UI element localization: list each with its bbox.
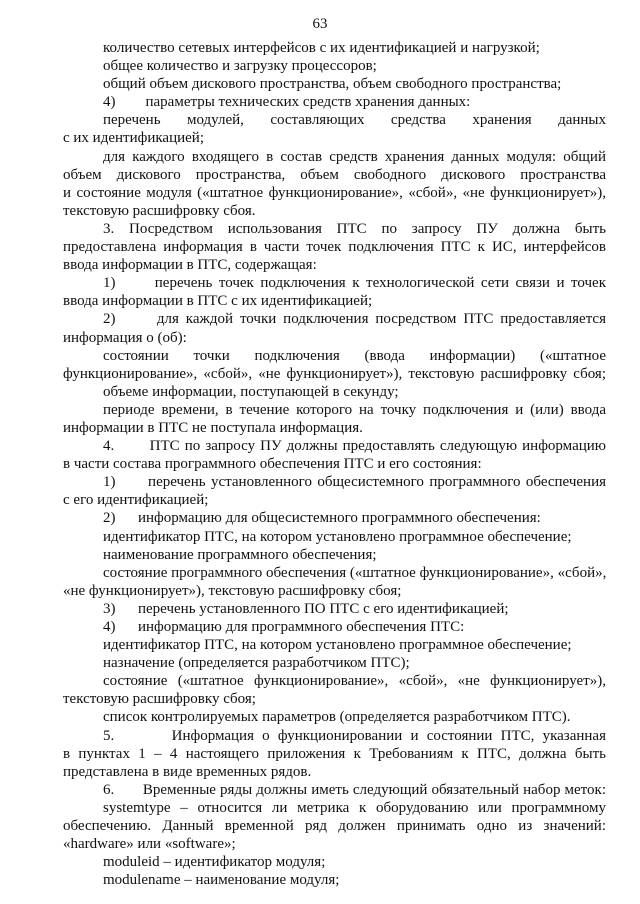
text-line: «hardware» или «software»; xyxy=(63,836,236,853)
text-line: ввода информации в ПТС с их идентификацией; xyxy=(63,293,373,310)
text-line: текстовую расшифровку сбоя. xyxy=(63,202,256,219)
text-line: информации в ПТС не поступала информация. xyxy=(63,419,363,436)
text-line: modulename – наименование модуля; xyxy=(103,872,340,889)
text-line: 4) параметры технических средств хранения данных: xyxy=(103,94,471,111)
text-line: для каждого входящего в состав средств хранения данных модуля: общий xyxy=(103,148,606,165)
text-line: moduleid – идентификатор модуля; xyxy=(103,854,326,871)
document-body xyxy=(63,39,606,889)
text-line: назначение (определяется разработчиком ПТС); xyxy=(103,655,410,672)
text-line: перечень модулей, составляющих средства хранения данных xyxy=(103,112,606,129)
text-line: 3) перечень установленного ПО ПТС с его идентификацией; xyxy=(103,600,509,617)
text-line: обеспечению. Данный временной ряд должен принимать одно из значений: xyxy=(63,818,606,835)
text-line: информация о (об): xyxy=(63,329,187,346)
text-line: идентификатор ПТС, на котором установлено программное обеспечение; xyxy=(103,637,572,654)
text-line: количество сетевых интерфейсов с их идентификацией и нагрузкой; xyxy=(103,40,540,56)
text-line: с их идентификацией; xyxy=(63,130,204,147)
text-line: 6. Временные ряды должны иметь следующий обязательный набор меток: xyxy=(103,781,606,798)
text-line: ввода информации в ПТС, содержащая: xyxy=(63,257,317,274)
text-line: список контролируемых параметров (определяется разработчиком ПТС). xyxy=(103,709,571,726)
text-line: в части состава программного обеспечения ПТС и его состояния: xyxy=(63,456,482,473)
text-line: с его идентификацией; xyxy=(63,492,209,509)
text-line: общий объем дискового пространства, объем свободного пространства; xyxy=(103,76,562,93)
text-line: состояние программного обеспечения («штатное функционирование», «сбой», xyxy=(103,564,607,581)
text-line: представлена в виде временных рядов. xyxy=(63,763,312,780)
text-line: объем дискового пространства, объем свободного дискового пространства xyxy=(63,166,606,183)
text-line: состояние («штатное функционирование», «сбой», «не функционирует»), xyxy=(103,673,606,690)
text-line: 2) для каждой точки подключения посредством ПТС предоставляется xyxy=(103,311,606,328)
text-line: наименование программного обеспечения; xyxy=(103,546,377,563)
text-line: функционирование», «сбой», «не функционирует»), текстовую расшифровку сбоя; xyxy=(63,365,606,382)
text-line: текстовую расшифровку сбоя; xyxy=(63,691,256,708)
text-line: в пунктах 1 – 4 настоящего приложения к Требованиям к ПТС, должна быть xyxy=(63,745,606,762)
text-line: «не функционирует»), текстовую расшифровку сбоя; xyxy=(63,582,402,599)
page-number: 63 xyxy=(312,16,328,32)
text-line: 5. Информация о функционировании и состоянии ПТС, указанная xyxy=(103,727,606,744)
text-line: состоянии точки подключения (ввода информации) («штатное xyxy=(103,347,606,364)
text-line: 4. ПТС по запросу ПУ должны предоставлять следующую информацию xyxy=(103,438,606,455)
text-line: 3. Посредством использования ПТС по запросу ПУ должна быть xyxy=(103,220,606,237)
text-line: предоставлена информация в части точек подключения ПТС к ИС, интерфейсов xyxy=(63,239,606,256)
text-line: объеме информации, поступающей в секунду; xyxy=(103,383,399,400)
text-line: 2) информацию для общесистемного программного обеспечения: xyxy=(103,510,541,527)
text-line: 1) перечень установленного общесистемного программного обеспечения xyxy=(103,474,606,491)
text-line: идентификатор ПТС, на котором установлено программное обеспечение; xyxy=(103,528,572,545)
text-line: общее количество и загрузку процессоров; xyxy=(103,58,377,75)
text-line: 1) перечень точек подключения к технологической сети связи и точек xyxy=(103,275,606,292)
text-line: периоде времени, в течение которого на точку подключения и (или) ввода xyxy=(103,401,606,418)
text-line: 4) информацию для программного обеспечения ПТС: xyxy=(103,619,465,635)
text-line: systemtype – относится ли метрика к оборудованию или программному xyxy=(103,799,606,816)
text-line: и состояние модуля («штатное функционирование», «сбой», «не функционирует»), xyxy=(63,184,606,201)
